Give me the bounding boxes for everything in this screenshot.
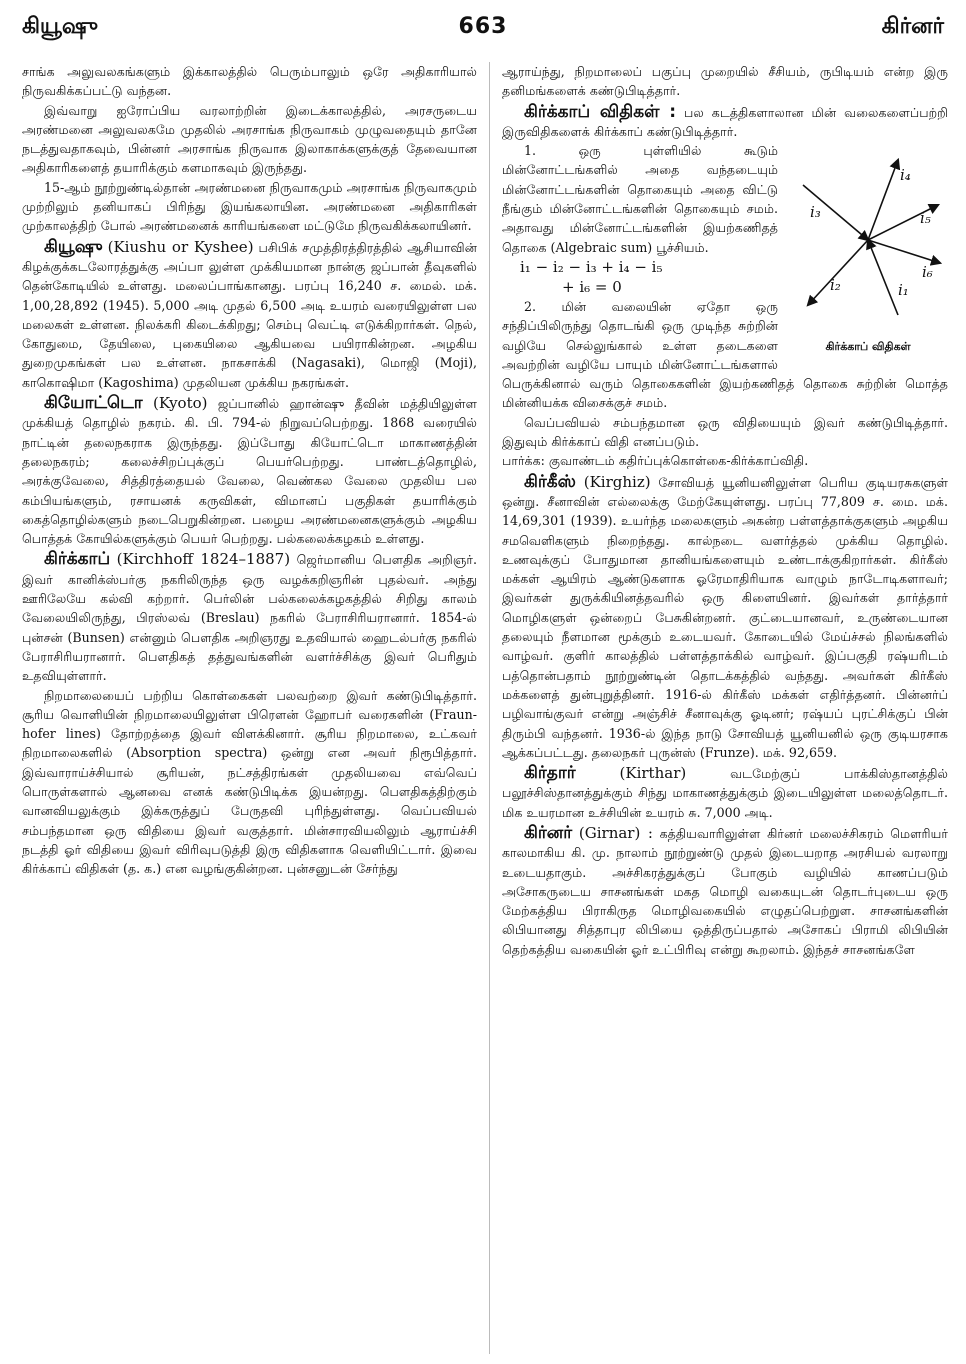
headword: கியோட்டொ [44, 393, 143, 414]
entry-text: கத்தியவாரிலுள்ள கிர்னர் மலைச்சிகரம் மௌரியர் காலமாகிய கி. மு. நாலாம் நூற்றுண்டு முதல் இடையறாத அரசியல் வரலாறு உடையதாகும். அச்சிகரத்துக்குப் போகும் வழியில் காணப்படும் அசோகருடைய சாசனங்கள் மகத மொழி வகையுடன் தொடர்புடைய ஒரு மேற்கத்திய பிராகிருத மொழிவகையில் எழுதப்பெற்றுள. சாசனங்களின் லிபியானது சித்தாபுர லிபியை ஒத்திருப்பதால் அசோகப் பிராமி லிபியின் தெற்கத்திய வகையின் ஓர் உட்பிரிவு என்று கூறலாம். இந்தச் சாசனங்களே [502, 825, 948, 957]
wire-i2 [808, 240, 868, 305]
entry-kirchhoff-laws [502, 103, 948, 142]
headword: கிர்னர் [524, 822, 573, 843]
right-column [502, 62, 948, 1356]
page-header [22, 14, 944, 54]
label-i3: i₃ [810, 203, 821, 222]
kirchhoff-figure [788, 145, 948, 355]
law-1: 1. ஒரு புள்ளியில் கூடும் மின்னோட்டங்களில் அதை வந்தடையும் மின்னோட்டங்களின் தொகையும் அதை விட்டு நீங்கும் மின்னோட்டங்களின் தொகையும் சமம். அதாவது மின்னோட்டங்களின் இயற்கணிதத் தொகை (Algebraic sum) பூச்சியம். [502, 143, 778, 255]
wire-i1 [868, 240, 898, 315]
current-junction-diagram [788, 145, 948, 335]
entry-girnar [502, 824, 948, 959]
headword: கிர்தார் [524, 763, 576, 784]
entry-text: சோவியத் யூனியனிலுள்ள பெரிய குடியரசுகளுள் ஒன்று. சீனாவின் எல்லைக்கு மேற்கேயுள்ளது. பரப்பு 77,809 ச. மை. மக். 14,69,301 (1939). உயர்ந்த மலைகளும் அகன்ற பள்ளத்தாக்குகளும் அழகிய சமவெளிகளும் நிறைந்தது. கால்நடை வளர்த்தல் முக்கிய தொழில். உணவுக்குப் போதுமான தானியங்களையும் உண்டாக்குகிறார்கள். கிர்கீஸ் மக்கள் ஆயிரம் ஆண்டுகளாக ஓரேமாதிரியாக வாழும் நாடோடிகளாவர்; இவர்கள் துருக்கியினத்தவரில் ஒரு கிளையினர். இவர்கள் தார்த்தார் மொழிகளுள் ஒன்றைப் பேசுகின்றனர். குட்டையானவர், உருண்டையான தலையும் நீளமான மூக்கும் உடையவர். கோடையில் மேய்ச்சல் நிலங்களில் வாழ்வர். குளிர் காலத்தில் பள்ளத்தாக்கில் வாழ்வர். இப்பகுதி ரஷ்யரிடம் பத்தொன்பதாம் நூற்றுண்டின் தொடக்கத்தில் வந்தது. அவர்கள் கிர்கீஸ் மக்களைத் துன்புறுத்தினர். 1916-ல் கிர்கீஸ் மக்கள் எதிர்த்தனர். பின்னர்ப் பழிவாங்குவர் என்று அஞ்சிச் சீனாவுக்கு ஓடினர்; ரஷ்யப் புரட்சிக்குப் பின் திரும்பி வந்தனர். 1936-ல் இந்த நாடு சோவியத் யூனியனில் ஒரு குடியரசாக ஆக்கப்பட்டது. தலைநகர் புருன்ஸ் (Frunze). மக். 92,659. [502, 474, 948, 760]
laws-block [502, 141, 948, 413]
column-divider [489, 62, 490, 1354]
label-i5: i₅ [920, 209, 931, 228]
entry-kirchhoff [22, 550, 477, 685]
entry-text: ஜெர்மானிய பௌதிக அறிஞர். இவர் கானிக்ஸ்பர்கு நகரிலிருந்த ஒரு வழக்கறிஞரின் புதல்வர். அந்து ஊரிலேயே கல்வி கற்றார். பெர்லின் பல்கலைக்கழகத்தில் சிறிது காலம் வேலையிலிருந்து, பிரஸ்லவ் (Breslau) நகரில் பேராசிரியரானார். 1854-ல் புன்சன் (Bunsen) என்னும் பௌதிக அறிஞரது உதவியால் ஹைடல்பர்கு நகரில் பேராசிரியரானார். பௌதிகத் தத்துவங்களின் வளர்ச்சிக்கு இவர் பெரிதும் உதவியுள்ளார். [22, 552, 477, 684]
paragraph: இவ்வாறு ஐரோப்பிய வரலாற்றின் இடைக்காலத்தில், அரசருடைய அரண்மனை அலுவலகமே முதலில் அரசாங்க நிருவாகம் முழுவதையும் தானே நடத்துவதாகவும், பின்னர் அரசாங்க நிருவாக இலாகாக்களுக்குத் தேவையான அதிகாரிகளைத் தயாரிக்கும் களமாகவும் இருந்தது. [22, 102, 477, 176]
page-number: 663 [458, 14, 508, 39]
headword-latin: (Girnar) : [578, 823, 653, 842]
entry-text: ஜப்பானில் ஹான்ஷு தீவின் மத்தியிலுள்ள முக்கியத் தொழில் நகரம். கி. பி. 794-ல் நிறுவப்பெற்றது. 1868 வரையில் நாட்டின் தலைநகராக இருந்தது. இப்போது கியோட்டொ மாகாணத்தின் தலைநகரம்; கலைச்சிறப்புக்குப் பெயர்பெற்றது. பாண்டத்தொழில், அரக்குவேலை, சித்திரத்தையல் வேலை, வெண்கல வேலை முதலிய பல கம்பியங்களும், ரசாயனக் கருவிகள், விமானப் பகுதிகள் தயாரிக்கும் கைத்தொழில்களும் நடைபெறுகின்றன. பழைய அரண்மனைகளுக்கும் அழகிய பொத்தக் கோயில்களுக்கும் பெயர் பெற்றது. பல்கலைக்கழகம் உள்ளது. [22, 396, 477, 547]
entry-kiushu [22, 238, 477, 392]
paragraph: ஆராய்ந்து, நிறமாலைப் பகுப்பு முறையில் சீசியம், ருபிடியம் என்ற இரு தனிமங்களைக் கண்டுபிடித்தார். [502, 64, 948, 99]
paragraph: 15-ஆம் நூற்றுண்டில்தான் அரண்மனை நிருவாகமும் அரசாங்க நிருவாகமும் முற்றிலும் தனியாகப் பிரிந்து இயங்கலாயின. அரண்மனை அதிகாரிகள் முற்காலத்திற் போல் அரண்மனைக் காரியங்களை மட்டுமே நிருவகிக்கலாயினர். [22, 179, 477, 234]
entry-kyoto [22, 394, 477, 548]
header-right-word: கிர்னர் [881, 14, 944, 39]
headword: கிர்க்காப் விதிகள் : [524, 101, 677, 122]
paragraph: சாங்க அலுவலகங்களும் இக்காலத்தில் பெரும்பாலும் ஒரே அதிகாரியால் நிருவகிக்கப்பட்டு வந்தன. [22, 64, 477, 99]
label-i4: i₄ [900, 166, 911, 185]
headword-latin: (Kirchhoff 1824–1887) [116, 550, 291, 569]
headword: கிர்கீஸ் [524, 471, 576, 492]
entry-text: பல கடத்திகளாலான மின் வலைகளைப்பற்றி இருவிதிகளைக் கிர்க்காப் கண்டுபிடித்தார். [502, 104, 948, 139]
law-2: 2. மின் வலையின் ஏதோ ஒரு சந்திப்பிலிருந்து தொடங்கி ஒரு முடிந்த சுற்றின் வழியே செல்லுங்கால் உள்ள தடைகளை அவற்றின் வழியே பாயும் மின்னோட்டங்களால் பெருக்கினால் வரும் தொகைகளின் இயற்கணிதத் தொகை சுற்றின் மொத்த மின்னியக்க விசைக்குச் சமம். [502, 298, 948, 411]
headword-latin: (Kiushu or Kyshee) [107, 237, 254, 256]
headword: கிர்க்காப் [44, 549, 111, 570]
cross-reference: பார்க்க: குவாண்டம் கதிர்ப்புக்கொள்கை-கிர்க்காப்விதி. [502, 453, 809, 469]
label-i6: i₆ [922, 263, 933, 282]
equation-line-1: i₁ − i₂ − i₃ + i₄ − i₅ [520, 257, 663, 276]
equation-line-2: + i₆ = 0 [562, 277, 622, 296]
entry-text: பசிபிக் சமுத்திரத்திரத்தில் ஆசியாவின் கிழக்குக்கடலோரத்துக்கு அப்பா லுள்ள முக்கியமான நான்கு ஜப்பான் தீவுகளில் தென்கோடியில் உள்ளது. மலைப்பாங்கானது. பரப்பு 16,240 ச. மைல். மக். 1,00,28,892 (1945). 5,000 அடி முதல் 6,500 அடி உயரம் வரையிலுள்ள பல மலைகள் உள்ளன. நிலக்கரி கிடைக்கிறது; செம்பு வெட்டி எடுக்கிறார்கள். நெல், கோதுமை, தேயிலை, புகையிலை ஆகியவை பயிராகின்றன. அழகிய துறைமுகங்கள் பல உள்ளன. நாகசாக்கி (Nagasaki), மொஜி (Moji), காகொஷிமா (Kagoshima) முதலியன முக்கிய நகரங்கள். [22, 239, 477, 390]
entry-kirghiz [502, 473, 948, 762]
figure-caption: கிர்க்காப் விதிகள் [825, 340, 911, 354]
entry-kirthar [502, 764, 948, 822]
wire-i6 [868, 240, 940, 263]
headword: கியூஷு [44, 236, 103, 257]
label-i2: i₂ [830, 276, 841, 295]
label-i1: i₁ [898, 281, 909, 300]
paragraph: நிறமாலையைப் பற்றிய கொள்கைகள் பலவற்றை இவர் கண்டுபிடித்தார். சூரிய வொளியின் நிறமாலையிலுள்ள பிரௌன் ஹோபர் வரைகளின் (Fraun-hofer lines) தோற்றத்தை இவர் விளக்கினார். சூரிய நிறமாலை, உட்கவர் நிறமாலைகளில் (Absorption spectra) ஒன்று என அவர் நிரூபித்தார். இவ்வாராய்ச்சியால் சூரியன், நட்சத்திரங்கள் முதலியவை எவ்வெப் பொருள்களால் ஆனவை எனக் கண்டுபிடிக்க இயன்றது. பௌதிகத்திற்கும் வானவியலுக்கும் இக்கருத்துப் பேருதவி புரிந்துள்ளது. வெப்பவியல் சம்பந்தமான ஒரு விதியை இவர் வகுத்தார். மின்சாரவியலிலும் ஆராய்ச்சி நடத்தி ஓர் விதியை இவர் விரிவுபடுத்தி இரு விதிகளாக வெளியிட்டார். இவை கிர்க்காப் விதிகள் (த. க.) என வழங்குகின்றன. புன்சனுடன் சேர்ந்து [22, 687, 477, 877]
header-left-word: கியூஷு [22, 14, 98, 39]
headword-latin: (Kirthar) [619, 764, 687, 783]
entry-text: வடமேற்குப் பாக்கிஸ்தானத்தில் பலூச்சிஸ்தானத்துக்கும் சிந்து மாகாணத்துக்கும் இடையிலுள்ள மலைத்தொடர். மிக உயரமான உச்சியின் உயரம் சு. 7,000 அடி. [502, 766, 948, 820]
headword-latin: (Kyoto) [152, 394, 208, 413]
left-column [22, 62, 477, 1356]
paragraph: வெப்பவியல் சம்பந்தமான ஒரு விதியையும் இவர் கண்டுபிடித்தார். இதுவும் கிர்க்காப் விதி எனப்படும். [502, 414, 948, 450]
headword-latin: (Kirghiz) [583, 472, 651, 491]
